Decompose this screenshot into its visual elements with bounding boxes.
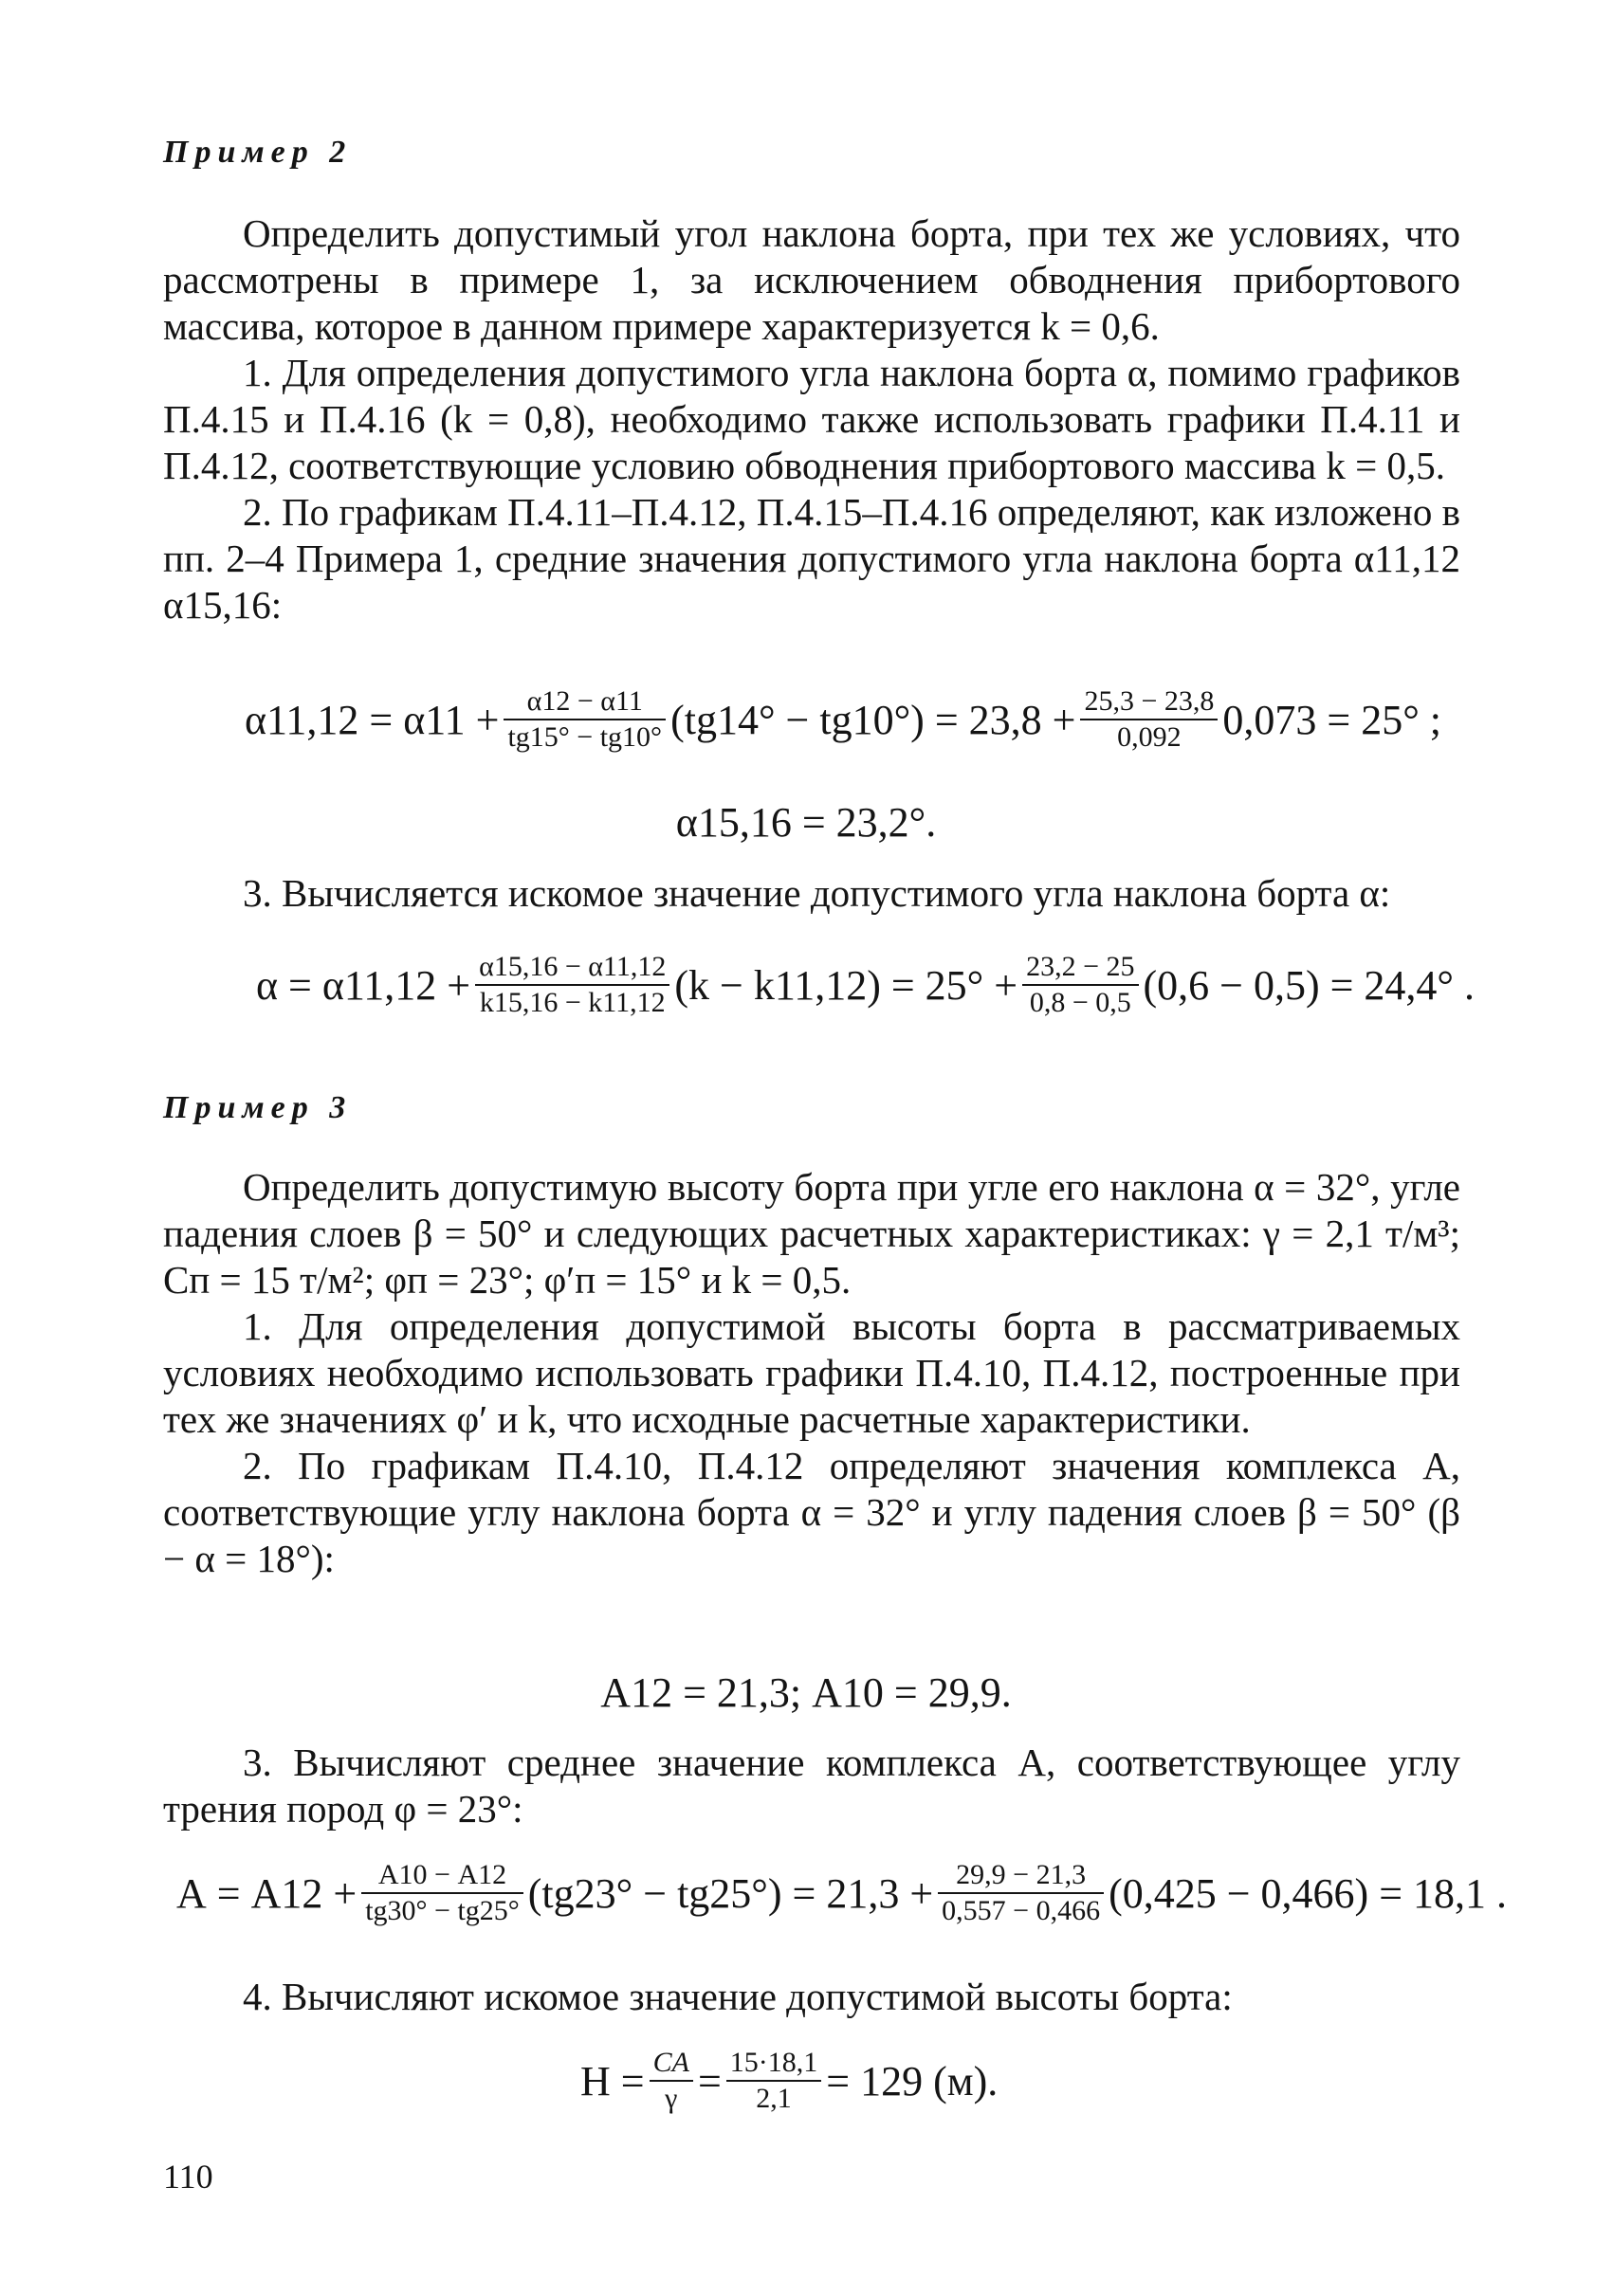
- example-2-step-3-block: [163, 870, 1460, 917]
- example-2-step-3: 3. Вычисляется искомое значение допустимого угла наклона борта α:: [243, 871, 1391, 915]
- formula-alpha: α = α11,12 + $\frac{\alpha 15,16 - \alpha 11,12}{k15,16 - k11,12}$ (k − k11,12) = 25° + $\frac{23,2 - 25}{0,8 - 0,5}$ (0,6 − 0,5) = 24,4° .: [256, 951, 1476, 1018]
- formula-a12-a10: А12 = 21,3; А10 = 29,9.: [600, 1669, 1012, 1716]
- example-3-text-block: [163, 1164, 1460, 1582]
- example-2-intro: Определить допустимый угол наклона борта, при тех же условиях, что рассмотрены в примере 1, за исключением обводнения прибортового массива, которое в данном примере характеризуется k = 0,6.: [163, 211, 1460, 348]
- example-3-step-3-block: [163, 1740, 1460, 1832]
- formula-A: А = А12 + $\frac{А10 - А12}{tg30^\circ - tg25^\circ}$ (tg23° − tg25°) = 21,3 + $\frac{29,9 - 21,3}{0,557 - 0,466}$ (0,425 − 0,466) = 18,1 .: [176, 1859, 1508, 1926]
- example-3-heading: Пример 3: [163, 1090, 353, 1125]
- formula-alpha-11-12: α11,12 = α11 + $\frac{\alpha 12 - \alpha 11}{tg15^\circ - tg10^\circ}$ (tg14° − tg10°) = 23,8 + $\frac{25,3 - 23,8}{0,092}$ 0,073 = 25° ;: [245, 685, 1442, 753]
- example-2-step-2: 2. По графикам П.4.11–П.4.12, П.4.15–П.4.16 определяют, как изложено в пп. 2–4 Примера 1, средние значения допустимого угла наклона борта α11,12 α15,16:: [163, 490, 1460, 627]
- example-2-heading: Пример 2: [163, 135, 353, 170]
- example-3-step-2: 2. По графикам П.4.10, П.4.12 определяют значения комплекса А, соответствующие углу наклона борта α = 32° и углу падения слоев β = 50° (β − α = 18°):: [163, 1444, 1460, 1580]
- example-3-intro: Определить допустимую высоту борта при угле его наклона α = 32°, угле падения слоев β = 50° и следующих расчетных характеристиках: γ = 2,1 т/м³; Сп = 15 т/м²; φп = 23°; φ′п = 15° и k = 0,5.: [163, 1165, 1460, 1302]
- example-3-step-4-block: [163, 1974, 1460, 2020]
- example-3-step-3: 3. Вычисляют среднее значение комплекса А, соответствующее углу трения пород φ = 23°:: [163, 1740, 1460, 1831]
- example-3-step-1: 1. Для определения допустимой высоты борта в рассматриваемых условиях необходимо использовать графики П.4.10, П.4.12, построенные при тех же значениях φ′ и k, что исходные расчетные характеристики.: [163, 1304, 1460, 1441]
- formula-alpha-15-16: α15,16 = 23,2°.: [675, 799, 937, 846]
- example-3-step-4: 4. Вычисляют искомое значение допустимой высоты борта:: [243, 1975, 1233, 2018]
- example-2-step-1: 1. Для определения допустимого угла наклона борта α, помимо графиков П.4.15 и П.4.16 (k = 0,8), необходимо также использовать графики П.4.11 и П.4.12, соответствующие условию обводнения прибортового массива k = 0,5.: [163, 351, 1460, 487]
- formula-H: H = $\frac{CA}{\gamma}$ = $\frac{15\cdot 18,1}{2,1}$ = 129 (м).: [580, 2047, 999, 2114]
- page-number: 110: [163, 2158, 213, 2196]
- example-2-text-block: [163, 210, 1460, 629]
